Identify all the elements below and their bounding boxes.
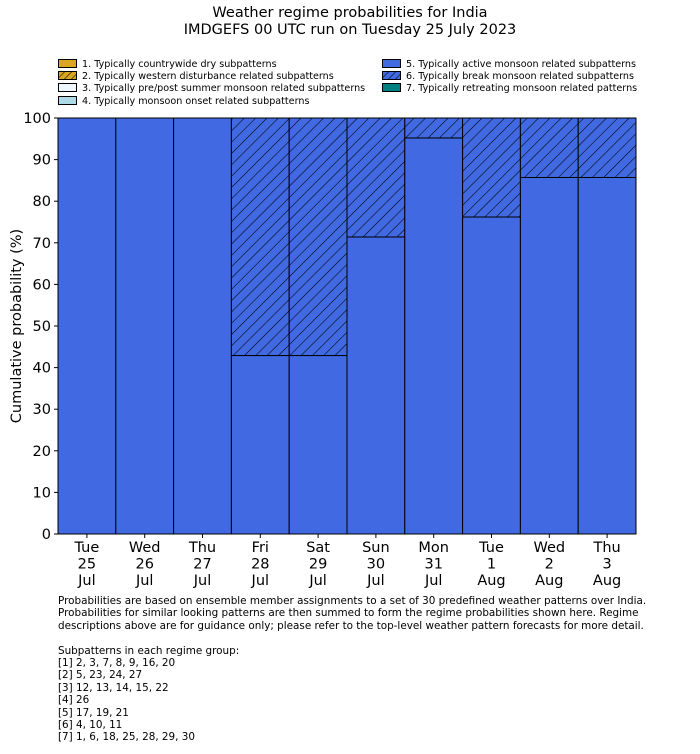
bar-active-Wed-2-Aug bbox=[520, 177, 578, 534]
group-line-3: [3] 12, 13, 14, 15, 22 bbox=[58, 681, 169, 694]
y-tick-label-20: 20 bbox=[32, 443, 51, 460]
bar-break-Fri-28-Jul bbox=[231, 118, 289, 356]
y-tick-label-70: 70 bbox=[32, 235, 51, 252]
y-tick-label-90: 90 bbox=[32, 152, 51, 169]
bar-break-Mon-31-Jul bbox=[405, 118, 463, 138]
y-tick-label-60: 60 bbox=[32, 277, 51, 294]
bar-active-Wed-26-Jul bbox=[116, 118, 174, 534]
notes-paragraph bbox=[58, 595, 678, 632]
notes bbox=[58, 595, 678, 744]
group-line-4: [4] 26 bbox=[58, 694, 90, 707]
bar-active-Fri-28-Jul bbox=[231, 356, 289, 534]
bar-active-Tue-1-Aug bbox=[463, 217, 521, 534]
legend-label-6: 6. Typically break monsoon related subpatterns bbox=[406, 71, 634, 83]
x-axis bbox=[74, 534, 622, 589]
x-tick-label-Thu-3-Aug: Thu 3 Aug bbox=[592, 540, 622, 589]
group-line-6: [6] 4, 10, 11 bbox=[58, 719, 123, 732]
bar-active-Sun-30-Jul bbox=[347, 237, 405, 534]
group-line-5: [5] 17, 19, 21 bbox=[58, 706, 129, 719]
legend-label-2: 2. Typically western disturbance related subpatterns bbox=[82, 71, 334, 83]
bar-active-Thu-3-Aug bbox=[578, 177, 636, 534]
groups-heading: Subpatterns in each regime group: bbox=[58, 644, 240, 657]
legend-label-7: 7. Typically retreating monsoon related patterns bbox=[406, 83, 638, 95]
x-tick-label-Thu-27-Jul: Thu 27 Jul bbox=[188, 540, 217, 589]
y-axis-label: Cumulative probability (%) bbox=[9, 228, 25, 424]
x-tick-label-Wed-2-Aug: Wed 2 Aug bbox=[533, 540, 566, 589]
y-axis bbox=[23, 111, 58, 543]
chart-title-line-2: IMDGEFS 00 UTC run on Tuesday 25 July 2023 bbox=[183, 22, 517, 38]
y-tick-label-30: 30 bbox=[32, 402, 51, 419]
bar-break-Sun-30-Jul bbox=[347, 118, 405, 237]
y-tick-label-40: 40 bbox=[32, 360, 51, 377]
bar-break-Tue-1-Aug bbox=[463, 118, 521, 217]
y-tick-label-10: 10 bbox=[32, 485, 51, 502]
bar-active-Sat-29-Jul bbox=[289, 356, 347, 534]
legend-label-1: 1. Typically countrywide dry subpatterns bbox=[82, 59, 277, 70]
y-tick-label-0: 0 bbox=[41, 527, 51, 543]
x-tick-label-Tue-1-Aug: Tue 1 Aug bbox=[477, 540, 506, 589]
chart-title-line-1: Weather regime probabilities for India bbox=[212, 5, 488, 21]
legend-label-5: 5. Typically active monsoon related subpatterns bbox=[406, 59, 636, 70]
notes-line-3: descriptions above are for guidance only; please refer to the top-level weather pattern forecasts for more detail. bbox=[58, 619, 644, 632]
x-tick-label-Tue-25-Jul: Tue 25 Jul bbox=[74, 540, 100, 589]
bars-group bbox=[58, 118, 636, 534]
x-tick-label-Fri-28-Jul: Fri 28 Jul bbox=[251, 540, 270, 589]
bar-active-Mon-31-Jul bbox=[405, 138, 463, 534]
y-tick-label-50: 50 bbox=[32, 319, 51, 335]
group-line-1: [1] 2, 3, 7, 8, 9, 16, 20 bbox=[58, 657, 176, 670]
x-tick-label-Wed-26-Jul: Wed 26 Jul bbox=[128, 540, 161, 589]
x-tick-label-Sun-30-Jul: Sun 30 Jul bbox=[362, 540, 390, 589]
group-line-7: [7] 1, 6, 18, 25, 28, 29, 30 bbox=[58, 731, 195, 744]
notes-line-1: Probabilities are based on ensemble member assignments to a set of 30 predefined weather patterns over India. bbox=[58, 595, 647, 607]
y-tick-label-100: 100 bbox=[23, 111, 51, 127]
groups-list bbox=[58, 657, 678, 744]
x-tick-label-Mon-31-Jul: Mon 31 Jul bbox=[418, 540, 449, 589]
bar-active-Thu-27-Jul bbox=[174, 118, 232, 534]
bar-active-Tue-25-Jul bbox=[58, 118, 116, 534]
bar-break-Wed-2-Aug bbox=[520, 118, 578, 177]
x-tick-label-Sat-29-Jul: Sat 29 Jul bbox=[306, 540, 330, 589]
legend-label-3: 3. Typically pre/post summer monsoon related subpatterns bbox=[82, 83, 366, 95]
legend-label-4: 4. Typically monsoon onset related subpatterns bbox=[82, 95, 310, 107]
group-line-2: [2] 5, 23, 24, 27 bbox=[58, 669, 143, 682]
bar-break-Thu-3-Aug bbox=[578, 118, 636, 177]
notes-line-2: Probabilities for similar looking patterns are then summed to form the regime probabilities shown here. Regime bbox=[58, 607, 639, 620]
y-tick-label-80: 80 bbox=[32, 194, 51, 211]
bar-break-Sat-29-Jul bbox=[289, 118, 347, 356]
